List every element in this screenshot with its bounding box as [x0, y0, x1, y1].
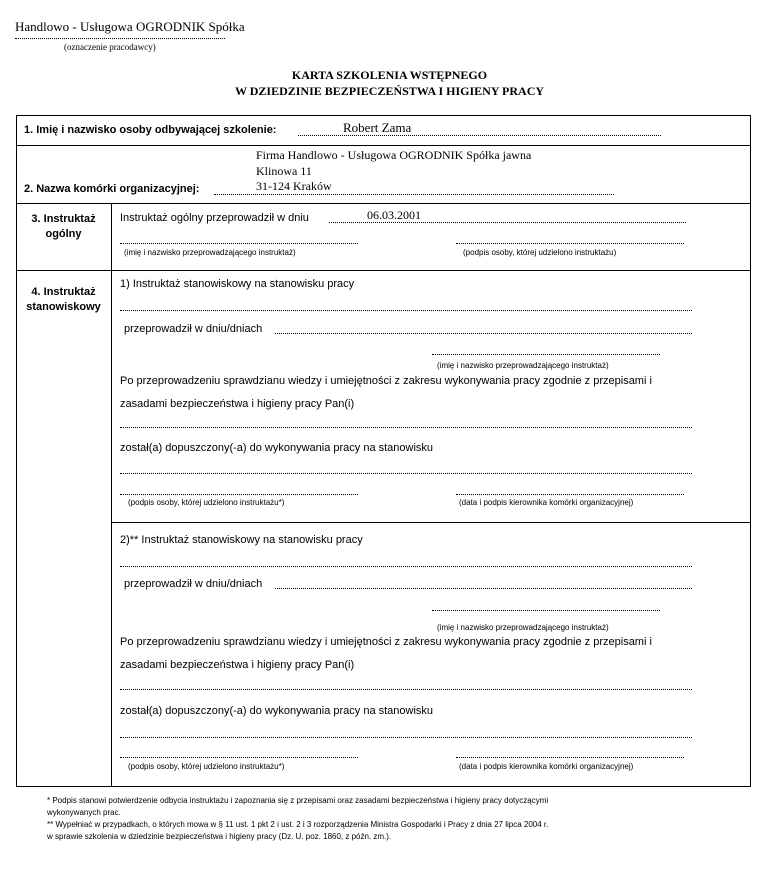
part1-instructor-caption: (imię i nazwisko przeprowadzającego instruktaż)	[437, 361, 609, 370]
row-divider-3	[16, 270, 751, 271]
row1-label: 1. Imię i nazwisko osoby odbywającej szkolenie:	[24, 124, 277, 136]
part1-caption-right: (data i podpis kierownika komórki organizacyjnej)	[459, 498, 634, 507]
form-title-line2: W DZIEDZINIE BEZPIECZEŃSTWA I HIGIENY PRACY	[234, 84, 545, 98]
form-title-line1: KARTA SZKOLENIA WSTĘPNEGO	[291, 68, 488, 82]
part2-workstation-line	[120, 737, 692, 738]
general-training-text: Instruktaż ogólny przeprowadził w dniu	[120, 212, 309, 224]
part2-caption-left: (podpis osoby, której udzielono instruktażu*)	[128, 762, 285, 771]
part1-caption-left: (podpis osoby, której udzielono instruktażu*)	[128, 498, 285, 507]
row2-label: 2. Nazwa komórki organizacyjnej:	[24, 183, 200, 195]
part1-signature-line-left	[120, 494, 358, 495]
part2-admitted-text: został(a) dopuszczony(-a) do wykonywania pracy na stanowisku	[120, 705, 434, 717]
row-divider-1	[16, 145, 751, 146]
part1-check-text2: zasadami bezpieczeństwa i higieny pracy Pan(i)	[120, 398, 355, 410]
part2-dates-line	[275, 588, 692, 589]
footnote-line3: ** Wypełniać w przypadkach, o których mowa w § 11 ust. 1 pkt 2 i ust. 2 i 3 rozporządzenia Ministra Gospodarki i Pracy z dnia 27 lipca 2004 r.	[47, 820, 549, 829]
row2-dotted-line	[214, 194, 614, 195]
table-border-bottom	[16, 786, 751, 787]
department-name-line3[interactable]: 31-124 Kraków	[256, 179, 332, 193]
employer-name: Handlowo - Usługowa OGRODNIK Spółka	[15, 19, 245, 34]
part1-workstation-line	[120, 473, 692, 474]
instructor-name-line	[120, 243, 358, 244]
part2-instructor-line	[432, 610, 660, 611]
row3-label-line1: 3. Instruktaż	[31, 213, 96, 225]
trainee-signature-line	[456, 243, 684, 244]
footnote-line4: w sprawie szkolenia w dziedzinie bezpieczeństwa i higieny pracy (Dz. U. poz. 1860, z późn. zm.).	[47, 832, 392, 841]
row4-part-divider	[111, 522, 751, 523]
part1-heading: 1) Instruktaż stanowiskowy na stanowisku pracy	[120, 278, 355, 290]
employer-dotted-line	[15, 38, 225, 39]
part1-dates-line	[275, 333, 692, 334]
footnote-line1: * Podpis stanowi potwierdzenie odbycia instruktażu i zapoznania się z przepisami oraz zasadami bezpieczeństwa i higieny pracy dotyczącymi	[47, 796, 549, 805]
part2-instructor-caption: (imię i nazwisko przeprowadzającego instruktaż)	[437, 623, 609, 632]
general-training-date-field[interactable]: 06.03.2001	[367, 208, 421, 222]
row3-label-line2: ogólny	[45, 228, 82, 240]
table-border-top	[16, 115, 751, 116]
part2-signature-line-right	[456, 757, 684, 758]
row-divider-2	[16, 203, 751, 204]
part2-heading: 2)** Instruktaż stanowiskowy na stanowisku pracy	[120, 534, 363, 546]
part1-signature-line-right	[456, 494, 684, 495]
part2-trainee-line	[120, 689, 692, 690]
trainee-name-field[interactable]: Robert Zama	[343, 120, 412, 135]
part1-check-text1: Po przeprowadzeniu sprawdzianu wiedzy i umiejętności z zakresu wykonywania pracy zgodnie z przepisami i	[120, 375, 652, 387]
part2-caption-right: (data i podpis kierownika komórki organizacyjnej)	[459, 762, 634, 771]
instructor-name-caption: (imię i nazwisko przeprowadzającego instruktaż)	[124, 248, 296, 257]
department-name-line1[interactable]: Firma Handlowo - Usługowa OGRODNIK Spółka jawna	[256, 148, 532, 162]
part1-position-line	[120, 310, 692, 311]
footnote-line2: wykonywanych prac.	[47, 808, 121, 817]
row4-label-line1: 4. Instruktaż	[31, 286, 96, 298]
employer-caption: (oznaczenie pracodawcy)	[64, 42, 156, 52]
part2-check-text2: zasadami bezpieczeństwa i higieny pracy Pan(i)	[120, 659, 355, 671]
department-name-line2[interactable]: Klinowa 11	[256, 164, 312, 178]
part2-signature-line-left	[120, 757, 358, 758]
part1-trainee-line	[120, 427, 692, 428]
table-border-right	[750, 115, 751, 787]
trainee-signature-caption: (podpis osoby, której udzielono instruktażu)	[463, 248, 617, 257]
part2-conducted-text: przeprowadził w dniu/dniach	[124, 578, 263, 590]
part2-position-line	[120, 566, 692, 567]
column-divider	[111, 203, 112, 787]
part1-admitted-text: został(a) dopuszczony(-a) do wykonywania pracy na stanowisku	[120, 442, 434, 454]
part2-check-text1: Po przeprowadzeniu sprawdzianu wiedzy i umiejętności z zakresu wykonywania pracy zgodnie z przepisami i	[120, 636, 652, 648]
part1-conducted-text: przeprowadził w dniu/dniach	[124, 323, 263, 335]
part1-instructor-line	[432, 354, 660, 355]
row4-label-line2: stanowiskowy	[26, 301, 101, 313]
